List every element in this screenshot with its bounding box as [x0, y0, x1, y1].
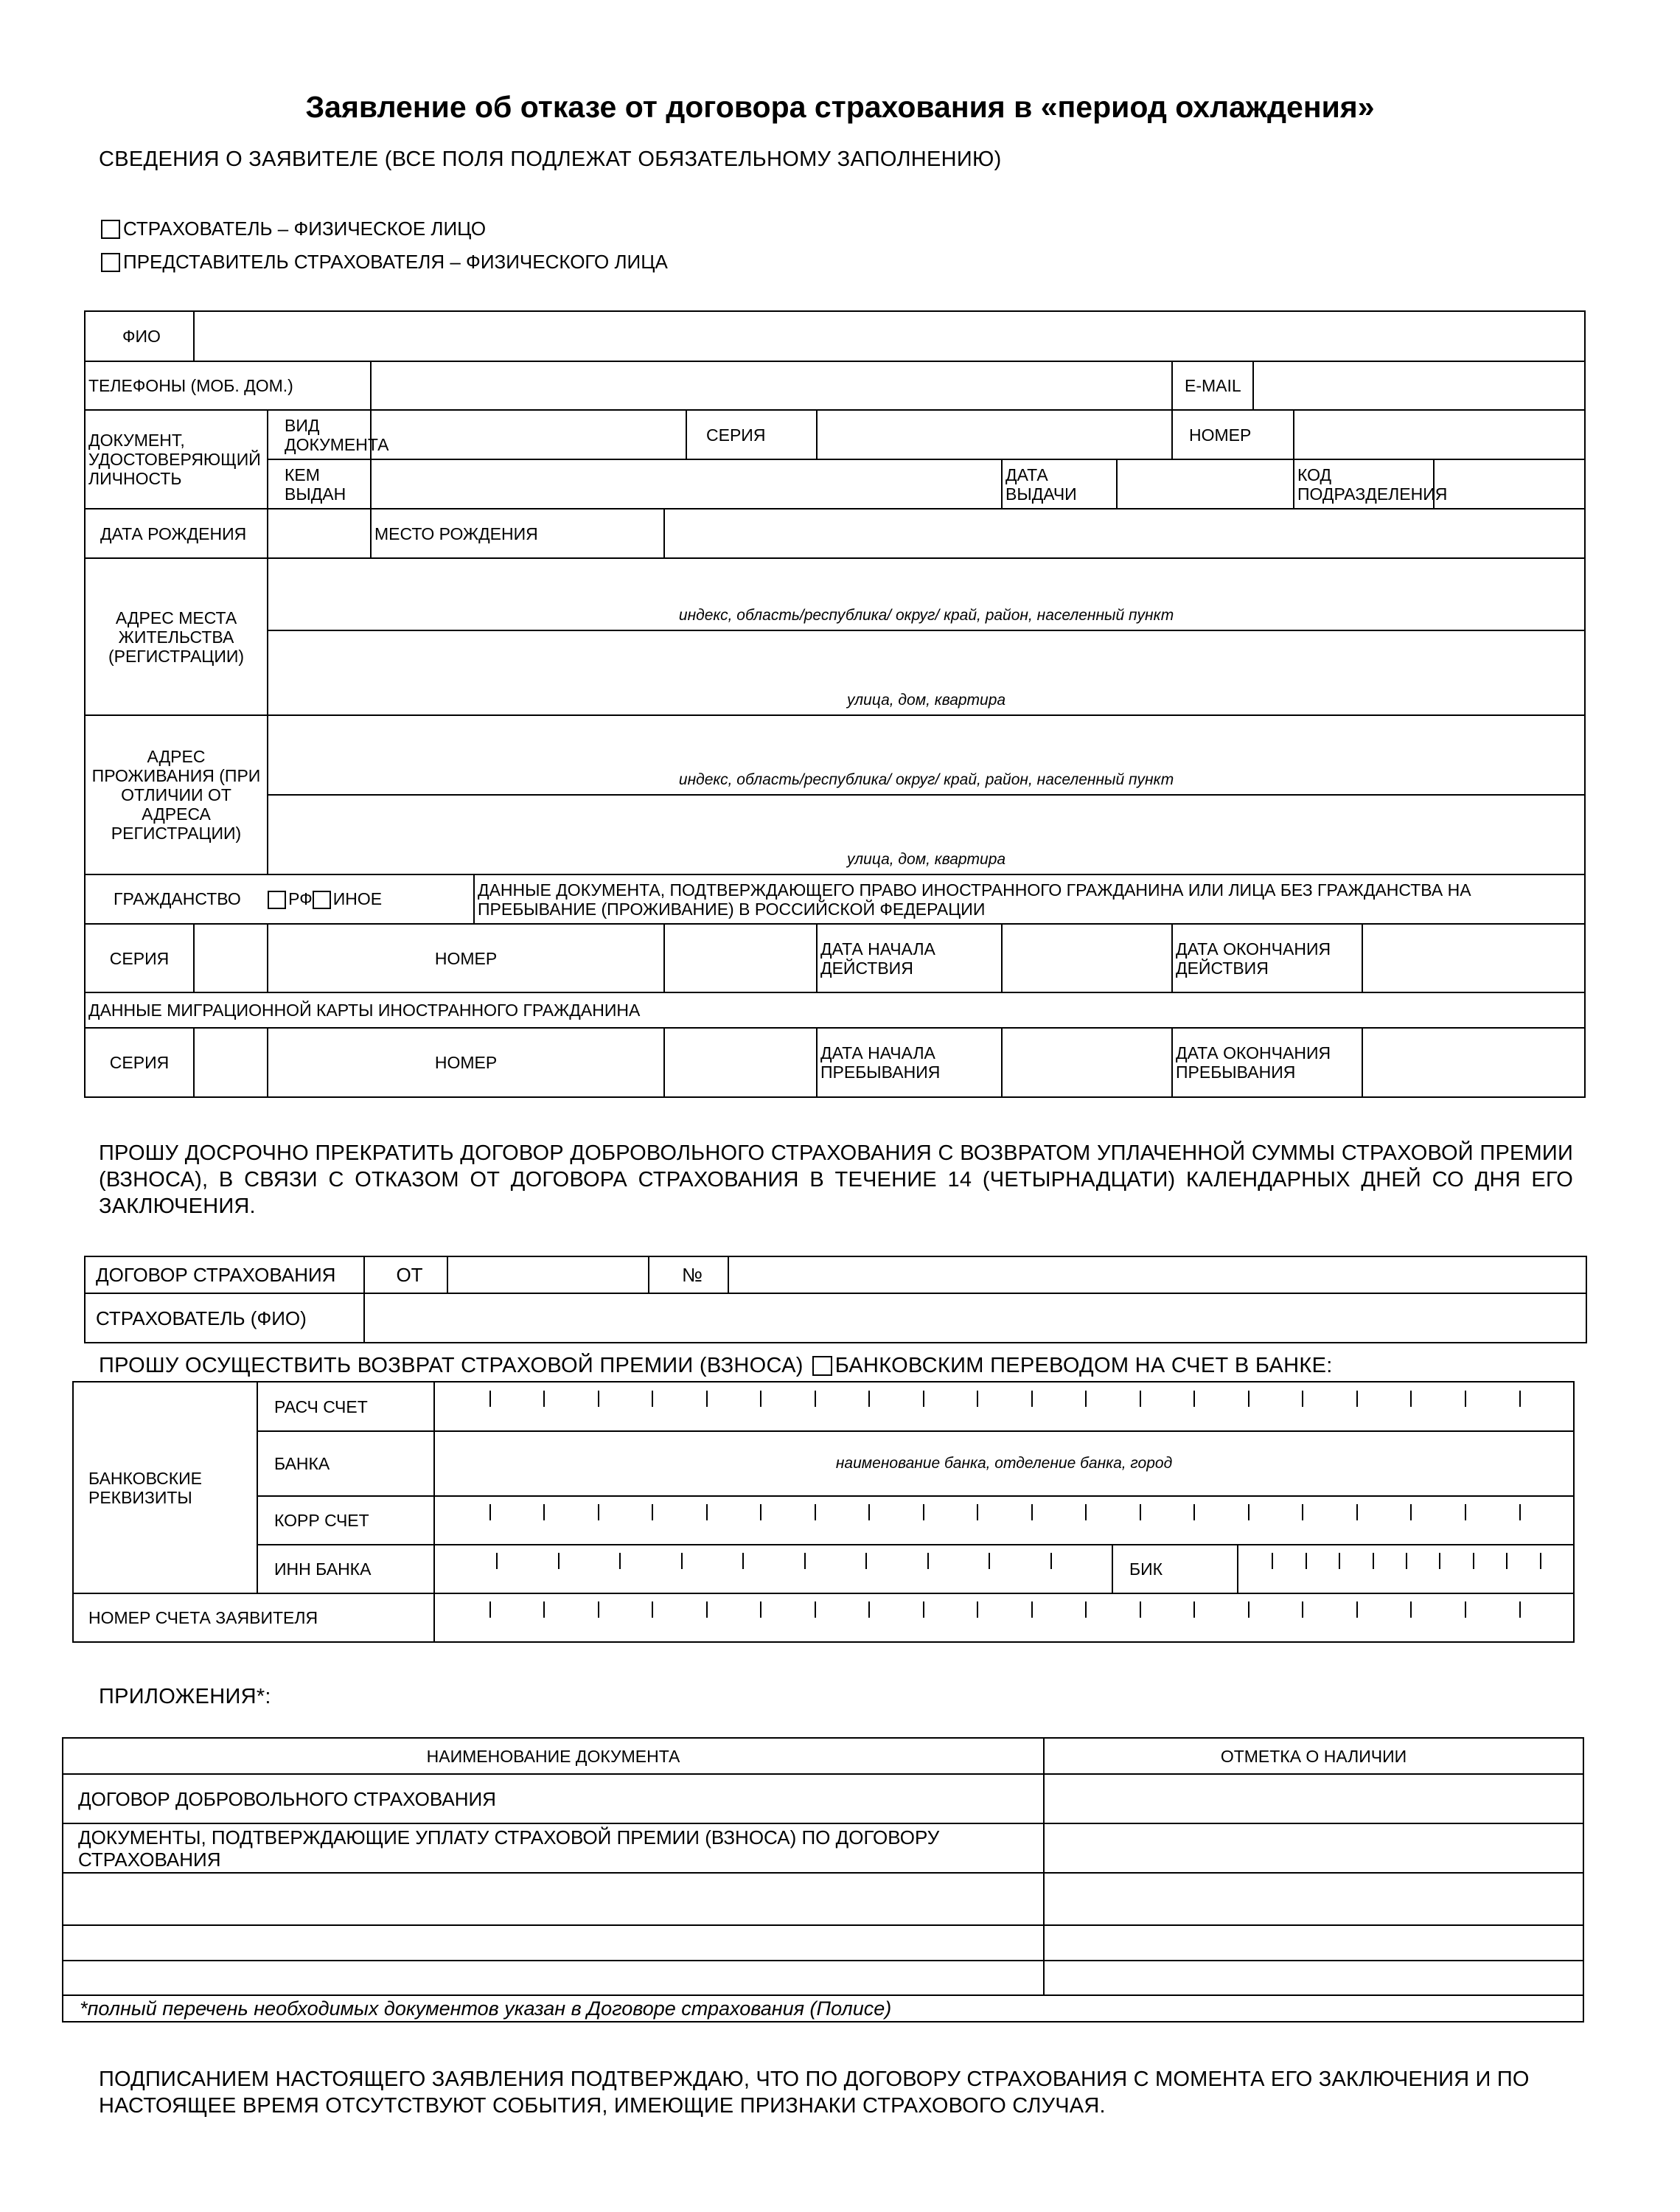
- digit-separator: [865, 1553, 867, 1569]
- digit-separator: [1272, 1553, 1273, 1569]
- applicant-type-representative-label: ПРЕДСТАВИТЕЛЬ СТРАХОВАТЕЛЯ – ФИЗИЧЕСКОГО ЛИЦА: [123, 251, 668, 273]
- issued-by-label: КЕМ ВЫДАН: [268, 459, 371, 509]
- digit-separator: [923, 1601, 924, 1618]
- inn-label: ИНН БАНКА: [257, 1545, 434, 1593]
- bank-table: [72, 1381, 1575, 1643]
- digit-separator: [1439, 1553, 1440, 1569]
- valid-from-input[interactable]: [1002, 924, 1172, 992]
- digit-separator: [1140, 1504, 1141, 1520]
- digit-separator: [496, 1553, 498, 1569]
- birth-date-label: ДАТА РОЖДЕНИЯ: [85, 509, 268, 558]
- digit-separator: [489, 1601, 491, 1618]
- digit-separator: [977, 1504, 978, 1520]
- digit-separator: [868, 1391, 870, 1407]
- digit-separator: [1193, 1391, 1195, 1407]
- digit-separator: [598, 1504, 599, 1520]
- foreign-doc-label: ДАННЫЕ ДОКУМЕНТА, ПОДТВЕРЖДАЮЩЕГО ПРАВО ИНОСТРАННОГО ГРАЖДАНИНА ИЛИ ЛИЦА БЕЗ ГРАЖДАНСТВА НА ПРЕБЫВАНИЕ (ПРОЖИВАНИЕ) В РОССИЙСКОЙ ФЕДЕРАЦИИ: [474, 874, 1585, 924]
- reg-address-street-input[interactable]: улица, дом, квартира: [268, 630, 1585, 715]
- applicant-info-table: [84, 310, 1586, 1098]
- digit-separator: [927, 1553, 929, 1569]
- refund-line: [99, 1354, 1333, 1378]
- digit-separator: [1085, 1391, 1087, 1407]
- foreign-number-input[interactable]: [664, 924, 817, 992]
- digit-separator: [706, 1601, 708, 1618]
- digit-separator: [742, 1553, 744, 1569]
- applicant-heading: СВЕДЕНИЯ О ЗАЯВИТЕЛЕ (ВСЕ ПОЛЯ ПОДЛЕЖАТ ОБЯЗАТЕЛЬНОМУ ЗАПОЛНЕНИЮ): [99, 147, 1002, 171]
- issue-date-label: ДАТА ВЫДАЧИ: [1002, 459, 1117, 509]
- digit-separator: [815, 1391, 816, 1407]
- digit-separator: [1410, 1504, 1412, 1520]
- digit-separator: [1031, 1391, 1033, 1407]
- attachment-name[interactable]: [63, 1961, 1044, 1995]
- attachment-name: ДОКУМЕНТЫ, ПОДТВЕРЖДАЮЩИЕ УПЛАТУ СТРАХОВОЙ ПРЕМИИ (ВЗНОСА) ПО ДОГОВОРУ СТРАХОВАНИЯ: [63, 1823, 1044, 1873]
- citizenship-label: ГРАЖДАНСТВО: [114, 888, 241, 908]
- birth-place-input[interactable]: [664, 509, 1585, 558]
- digit-separator: [706, 1391, 708, 1407]
- birth-date-input[interactable]: [268, 509, 371, 558]
- bik-label: БИК: [1112, 1545, 1238, 1593]
- attachment-name: ДОГОВОР ДОБРОВОЛЬНОГО СТРАХОВАНИЯ: [63, 1774, 1044, 1823]
- digit-separator: [1193, 1601, 1195, 1618]
- reg-address-region-input[interactable]: индекс, область/республика/ округ/ край, район, населенный пункт: [268, 558, 1585, 630]
- digit-separator: [760, 1391, 761, 1407]
- digit-separator: [1248, 1391, 1249, 1407]
- division-code-input[interactable]: [1434, 459, 1585, 509]
- applicant-type-individual-label: СТРАХОВАТЕЛЬ – ФИЗИЧЕСКОЕ ЛИЦО: [123, 218, 487, 240]
- digit-separator: [977, 1391, 978, 1407]
- citizenship-other-label: ИНОЕ: [332, 888, 383, 908]
- digit-separator: [1085, 1504, 1087, 1520]
- id-document-label: ДОКУМЕНТ, УДОСТОВЕРЯЮЩИЙ ЛИЧНОСТЬ: [85, 410, 268, 509]
- email-input[interactable]: [1253, 361, 1585, 410]
- doc-type-input[interactable]: [371, 410, 686, 459]
- bank-details-label: БАНКОВСКИЕ РЕКВИЗИТЫ: [73, 1382, 257, 1593]
- digit-separator: [868, 1601, 870, 1618]
- digit-separator: [706, 1504, 708, 1520]
- digit-separator: [1473, 1553, 1474, 1569]
- digit-separator: [1140, 1391, 1141, 1407]
- foreign-series-label: СЕРИЯ: [85, 924, 194, 992]
- digit-separator: [1465, 1504, 1466, 1520]
- stay-to-label: ДАТА ОКОНЧАНИЯ ПРЕБЫВАНИЯ: [1172, 1028, 1362, 1097]
- migration-number-label: НОМЕР: [268, 1028, 664, 1097]
- applicant-account-label: НОМЕР СЧЕТА ЗАЯВИТЕЛЯ: [73, 1593, 434, 1642]
- migration-number-input[interactable]: [664, 1028, 817, 1097]
- digit-separator: [558, 1553, 560, 1569]
- digit-separator: [1339, 1553, 1340, 1569]
- account-input[interactable]: [434, 1382, 1574, 1431]
- digit-separator: [1356, 1391, 1358, 1407]
- digit-separator: [652, 1601, 653, 1618]
- insurer-input[interactable]: [364, 1293, 1586, 1343]
- issue-date-input[interactable]: [1117, 459, 1294, 509]
- series-label: СЕРИЯ: [686, 410, 817, 459]
- attachment-mark-input[interactable]: [1044, 1925, 1583, 1961]
- digit-separator: [1031, 1504, 1033, 1520]
- applicant-type-individual[interactable]: [101, 218, 486, 240]
- citizenship-cell: [85, 874, 474, 924]
- digit-separator: [619, 1553, 621, 1569]
- phones-label: ТЕЛЕФОНЫ (МОБ. ДОМ.): [85, 361, 371, 410]
- stay-from-label: ДАТА НАЧАЛА ПРЕБЫВАНИЯ: [817, 1028, 1002, 1097]
- digit-separator: [1356, 1601, 1358, 1618]
- digit-separator: [489, 1504, 491, 1520]
- bank-label: БАНКА: [257, 1431, 434, 1496]
- contract-from-label: ОТ: [364, 1256, 447, 1293]
- digit-separator: [1506, 1553, 1508, 1569]
- valid-to-input[interactable]: [1362, 924, 1585, 992]
- stay-to-input[interactable]: [1362, 1028, 1585, 1097]
- live-address-region-input[interactable]: индекс, область/республика/ округ/ край, район, населенный пункт: [268, 715, 1585, 795]
- foreign-series-input[interactable]: [194, 924, 268, 992]
- request-text: ПРОШУ ДОСРОЧНО ПРЕКРАТИТЬ ДОГОВОР ДОБРОВОЛЬНОГО СТРАХОВАНИЯ С ВОЗВРАТОМ УПЛАЧЕННОЙ СУММЫ СТРАХОВОЙ ПРЕМИИ (ВЗНОСА), В СВЯЗИ С ОТКАЗОМ ОТ ДОГОВОРА СТРАХОВАНИЯ В ТЕЧЕНИЕ 14 (ЧЕТЫРНАДЦАТИ) КАЛЕНДАРНЫХ ДНЕЙ СО ДНЯ ЕГО ЗАКЛЮЧЕНИЯ.: [99, 1141, 1573, 1218]
- page-title: Заявление об отказе от договора страхования в «период охлаждения»: [305, 90, 1375, 124]
- digit-separator: [598, 1391, 599, 1407]
- digit-separator: [1306, 1553, 1307, 1569]
- attachment-mark-input[interactable]: [1044, 1961, 1583, 1995]
- digit-separator: [652, 1391, 653, 1407]
- division-code-label: КОД ПОДРАЗДЕЛЕНИЯ: [1294, 459, 1434, 509]
- issued-by-input[interactable]: [371, 459, 1002, 509]
- phones-input[interactable]: [371, 361, 1172, 410]
- digit-separator: [1540, 1553, 1541, 1569]
- applicant-account-input[interactable]: [434, 1593, 1574, 1642]
- bank-name-input[interactable]: наименование банка, отделение банка, город: [434, 1431, 1574, 1496]
- digit-separator: [760, 1601, 761, 1618]
- digit-separator: [1356, 1504, 1358, 1520]
- digit-separator: [760, 1504, 761, 1520]
- digit-separator: [1519, 1601, 1521, 1618]
- digit-separator: [1031, 1601, 1033, 1618]
- digit-separator: [1406, 1553, 1407, 1569]
- attachment-name[interactable]: [63, 1925, 1044, 1961]
- digit-separator: [1519, 1391, 1521, 1407]
- digit-separator: [1085, 1601, 1087, 1618]
- foreign-number-label: НОМЕР: [268, 924, 664, 992]
- live-address-label: АДРЕС ПРОЖИВАНИЯ (ПРИ ОТЛИЧИИ ОТ АДРЕСА РЕГИСТРАЦИИ): [85, 715, 268, 874]
- digit-separator: [543, 1601, 545, 1618]
- confirmation-text: ПОДПИСАНИЕМ НАСТОЯЩЕГО ЗАЯВЛЕНИЯ ПОДТВЕРЖДАЮ, ЧТО ПО ДОГОВОРУ СТРАХОВАНИЯ С МОМЕНТА ЕГО ЗАКЛЮЧЕНИЯ И ПО НАСТОЯЩЕЕ ВРЕМЯ ОТСУТСТВУЮТ СОБЫТИЯ, ИМЕЮЩИЕ ПРИЗНАКИ СТРАХОВОГО СЛУЧАЯ.: [99, 2067, 1530, 2118]
- refund-text: ПРОШУ ОСУЩЕСТВИТЬ ВОЗВРАТ СТРАХОВОЙ ПРЕМИИ (ВЗНОСА): [99, 1354, 804, 1377]
- digit-separator: [1050, 1553, 1052, 1569]
- attachments-heading: ПРИЛОЖЕНИЯ*:: [99, 1685, 271, 1708]
- series-input[interactable]: [817, 410, 1172, 459]
- col-document-name: НАИМЕНОВАНИЕ ДОКУМЕНТА: [63, 1738, 1044, 1774]
- migration-card-label: ДАННЫЕ МИГРАЦИОННОЙ КАРТЫ ИНОСТРАННОГО ГРАЖДАНИНА: [85, 992, 1585, 1028]
- digit-separator: [977, 1601, 978, 1618]
- live-address-street-input[interactable]: улица, дом, квартира: [268, 795, 1585, 874]
- digit-separator: [868, 1504, 870, 1520]
- digit-separator: [815, 1601, 816, 1618]
- checkbox-citizenship-rf[interactable]: [268, 891, 286, 909]
- digit-separator: [1140, 1601, 1141, 1618]
- bik-input[interactable]: [1238, 1545, 1574, 1593]
- contract-number-input[interactable]: [728, 1256, 1586, 1293]
- corr-account-input[interactable]: [434, 1496, 1574, 1545]
- attachment-mark-input[interactable]: [1044, 1774, 1583, 1823]
- number-label: НОМЕР: [1172, 410, 1294, 459]
- reg-address-label: АДРЕС МЕСТА ЖИТЕЛЬСТВА (РЕГИСТРАЦИИ): [85, 558, 268, 715]
- digit-separator: [1302, 1601, 1303, 1618]
- applicant-type-representative[interactable]: [101, 251, 668, 274]
- col-presence-mark: ОТМЕТКА О НАЛИЧИИ: [1044, 1738, 1583, 1774]
- valid-to-label: ДАТА ОКОНЧАНИЯ ДЕЙСТВИЯ: [1172, 924, 1362, 992]
- digit-separator: [1410, 1391, 1412, 1407]
- digit-separator: [1248, 1504, 1249, 1520]
- checkbox-citizenship-other[interactable]: [313, 891, 331, 909]
- digit-separator: [1302, 1391, 1303, 1407]
- digit-separator: [1465, 1391, 1466, 1407]
- fio-input[interactable]: [194, 311, 1585, 361]
- contract-date-input[interactable]: [447, 1256, 649, 1293]
- digit-separator: [681, 1553, 683, 1569]
- digit-separator: [1248, 1601, 1249, 1618]
- attachment-mark-input[interactable]: [1044, 1823, 1583, 1873]
- digit-separator: [543, 1391, 545, 1407]
- contract-table: [84, 1256, 1587, 1343]
- digit-separator: [652, 1504, 653, 1520]
- doc-type-label: ВИД ДОКУМЕНТА: [268, 410, 371, 459]
- digit-separator: [923, 1391, 924, 1407]
- stay-from-input[interactable]: [1002, 1028, 1172, 1097]
- contract-label: ДОГОВОР СТРАХОВАНИЯ: [85, 1256, 364, 1293]
- checkbox-bank-transfer[interactable]: [812, 1356, 832, 1376]
- digit-separator: [1302, 1504, 1303, 1520]
- valid-from-label: ДАТА НАЧАЛА ДЕЙСТВИЯ: [817, 924, 1002, 992]
- insurer-label: СТРАХОВАТЕЛЬ (ФИО): [85, 1293, 364, 1343]
- birth-place-label: МЕСТО РОЖДЕНИЯ: [371, 509, 664, 558]
- attachment-name[interactable]: [63, 1873, 1044, 1925]
- number-input[interactable]: [1294, 410, 1585, 459]
- contract-no-label: №: [649, 1256, 728, 1293]
- migration-series-input[interactable]: [194, 1028, 268, 1097]
- attachments-note: *полный перечень необходимых документов указан в Договоре страхования (Полисе): [63, 1995, 1583, 2022]
- attachment-mark-input[interactable]: [1044, 1873, 1583, 1925]
- digit-separator: [1519, 1504, 1521, 1520]
- attachments-table: [62, 1737, 1584, 2023]
- checkbox-individual[interactable]: [101, 220, 120, 239]
- citizenship-rf-label: РФ: [288, 888, 313, 908]
- digit-separator: [923, 1504, 924, 1520]
- digit-separator: [989, 1553, 990, 1569]
- account-label: РАСЧ СЧЕТ: [257, 1382, 434, 1431]
- digit-separator: [489, 1391, 491, 1407]
- migration-series-label: СЕРИЯ: [85, 1028, 194, 1097]
- digit-separator: [1373, 1553, 1374, 1569]
- digit-separator: [804, 1553, 806, 1569]
- digit-separator: [598, 1601, 599, 1618]
- checkbox-representative[interactable]: [101, 253, 120, 272]
- digit-separator: [1465, 1601, 1466, 1618]
- digit-separator: [815, 1504, 816, 1520]
- digit-separator: [1410, 1601, 1412, 1618]
- digit-separator: [543, 1504, 545, 1520]
- email-label: E-MAIL: [1172, 361, 1253, 410]
- corr-account-label: КОРР СЧЕТ: [257, 1496, 434, 1545]
- fio-label: ФИО: [85, 311, 194, 361]
- inn-input[interactable]: [434, 1545, 1112, 1593]
- digit-separator: [1193, 1504, 1195, 1520]
- refund-option-label: БАНКОВСКИМ ПЕРЕВОДОМ НА СЧЕТ В БАНКЕ:: [834, 1354, 1333, 1377]
